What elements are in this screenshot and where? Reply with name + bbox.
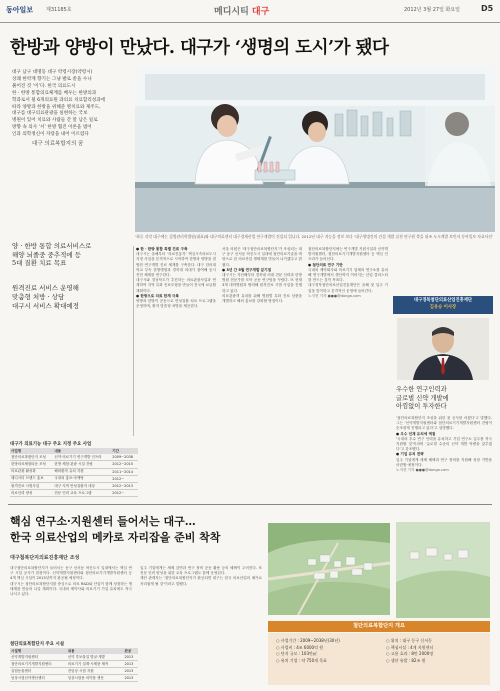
infobox: [268, 633, 490, 685]
table-cell: 2012~: [111, 490, 138, 497]
table-cell: 의료관광 활성화: [10, 468, 53, 475]
table-header: 완공: [123, 648, 138, 654]
issue-date: 2012년 3월 27일 화요일: [404, 7, 461, 13]
lead-line: 인과 의학정신이 자랑을 내어 이르렀다: [12, 132, 89, 138]
article-subhead: ● 한방으로 치료 한계 극복: [136, 293, 179, 298]
lead-line: 한 · 한방 통합의료체계를 배우는 한방의과: [12, 90, 97, 96]
table-header: 기간: [111, 448, 138, 454]
table-row: [10, 482, 138, 489]
map-side-panel: [396, 522, 490, 618]
facilities-table: [10, 648, 138, 682]
table-cell: 2012~: [111, 475, 138, 482]
table-cell: 의료기기 설계·시제품 제작: [67, 661, 124, 668]
table-cell: 2013: [123, 654, 138, 661]
table-cell: 2009~2038: [111, 454, 138, 461]
infobox-left-column: [276, 638, 380, 664]
table-cell: 신약개발지원센터: [10, 654, 67, 661]
infobox-item: ○ 위치 : 대구 동구 신서동: [386, 638, 432, 643]
lead-subheading: 대구 의료복합지의 꿈: [32, 141, 84, 147]
article-paragraph: 대구시는 첨단의료복합단지를 중심으로 의료 R&D와 산업이 함께 성장하는 생태계를 만들어 나갈 계획이다. 국내외 제약사와 의료기기 기업 유치에도 적극 나서고 있다.: [10, 581, 132, 597]
article-paragraph: 대구시는 올해부터 ‘의료진흥자’ 핵심시속의료도시 지정 사업을 본격적으로 시작하여 한방과 양방을 결합한 연구개발 진료 체계를 구축한다. 대구 한의대학교 부속 한방병원과 경북대 의대가 참여해 동시 진단 체계를 연구한다.: [136, 252, 216, 278]
article-paragraph: ‘첨단의료복합단지 조성을 위한 첫 공사를 마쳤다’고 말했다. 그는 ‘신약개발지원센터와 첨단의료기기개발지원센터 건립이 순조롭게 진행되고 있다’고 설명했다.: [396, 416, 492, 431]
section-title-right: 대구: [251, 7, 270, 17]
lead-line: 대구 남구 대명동 대구 약령시장(약령시): [12, 70, 93, 75]
page-header: [0, 0, 500, 23]
article-paragraph: 양방과 한방이 공동으로 만성질환 치료 프로그램을 운영하며, 환자 맞춤형 처방을 제공한다.: [136, 299, 216, 309]
article-subhead: ● 기업 유치 전략: [396, 452, 424, 457]
article-paragraph: 첨단의료복합단지에는 연구개발 지원시설과 신약개발지원센터, 첨단의료기기개발지원센터 등 핵심 인프라가 들어선다.: [308, 247, 388, 262]
infobox-item: ○ 고용 효과 : 8만 2000명: [386, 651, 434, 656]
quote-line: 우수한 연구인력과: [396, 386, 447, 393]
table-cell: 신약·의료기기 연구개발 인프라: [53, 454, 111, 461]
lead-line: 학과로서 될 6개의료원 과의료 치료합리성과에: [12, 97, 106, 103]
table-row: [10, 490, 138, 497]
table-cell: 2011~2014: [111, 468, 138, 475]
pull-quote-left: [12, 242, 127, 310]
table-cell: 임상시험신약생산센터: [10, 675, 67, 682]
second-headline: [10, 514, 260, 546]
interview-column: [396, 416, 492, 473]
article-paragraph: 대구시와 경상북도가 추진하는 의료관광사업과 연계하여 지역 특화 진료모형을 만들어 전국에 보급할 계획이다.: [136, 278, 216, 293]
table-row: [10, 468, 138, 475]
article-subhead: ● 3년 간 5월 연구개발 분기점: [222, 267, 272, 272]
headline-line: 한국 의료산업의 메카로 자리잡을 준비 착착: [10, 531, 221, 544]
table-row: [10, 454, 138, 461]
article-paragraph: 재단 관계자는 ‘첨단의료복합단지가 완공되면 대구는 한국 의료산업의 메카로 자리잡게 될 것’이라고 말했다.: [140, 576, 262, 586]
table-cell: 2013: [123, 675, 138, 682]
article-subhead: ● 우수 인재 유치에 역점: [396, 431, 436, 436]
table-cell: 해외환자 유치 지원: [53, 468, 111, 475]
lead-line: 붉어진 것 ‘이’다. 한국 의료도시: [12, 83, 76, 89]
lab-photo: [135, 66, 495, 232]
quote-line: 해양 뇌졸중 중추적에 등: [12, 250, 81, 259]
byline: 노지현 기자 ●●●@donga.com: [308, 293, 361, 298]
infobox-item: ○ 유치 기업 : 약 750개 목표: [276, 657, 328, 663]
quote-line: 맞춤형 처방 · 상담: [12, 292, 65, 301]
table-cell: 전문 인력 교육 프로그램: [53, 490, 111, 497]
table-cell: 전임상 시험 지원: [67, 668, 124, 675]
section-title: [214, 4, 269, 17]
main-headline: 한방과 양방이 만났다. 대구가 ‘생명의 도시’가 됐다: [10, 38, 389, 58]
section-divider: [8, 504, 492, 505]
page-number: D5: [481, 4, 494, 13]
table-cell: 2013: [123, 661, 138, 668]
article-paragraph: 대구첨단의료복합단지가 들어서는 동구 신서동 혁신도시 일대에서는 핵심 연구 시설 공사가 한창이다. 신약개발지원센터와 첨단의료기기개발지원센터 등 4개 핵심 시설이 2013년까지 완공될 예정이다.: [10, 566, 132, 581]
article-paragraph: 입주 기업에게는 세제 감면과 연구 장비 공동 활용 등의 혜택이 주어진다. 또 전문 인력 양성을 위한 교육 프로그램도 함께 운영된다.: [140, 566, 262, 576]
table-row: [10, 475, 138, 482]
table-header: 내용: [67, 648, 124, 654]
photo-caption: ‘하루 각각 대구에는 질병관리학법원(대표)와 대구의료센터 대구경제산업 연구개발이 건설되 입니다. 2012년 대구 지능을 정보 보다 ‘대구생명건의 건설 개발 실천 연구원 측을 위조 도시개발 보인자 동아일보 자료사진’: [135, 234, 494, 239]
table-cell: 첨단의료기기개발지원센터: [10, 661, 67, 668]
table-cell: 신약 후보물질 발굴·개발: [67, 654, 124, 661]
quote-line: 대구시 서비스 확대예정: [12, 301, 79, 310]
table-caption: 첨단의료복합단지 주요 시설: [10, 642, 64, 647]
table-cell: 대구 지역 만성질환자 대상: [53, 482, 111, 489]
newspaper-logo: 동아일보: [6, 6, 34, 14]
table-header: 내용: [53, 448, 111, 454]
infobox-title: 첨단의료복합단지 개요: [268, 621, 490, 632]
projects-table: [10, 448, 138, 497]
table-caption: 대구가 의료기능 대구 주요 지정 주요 사업: [10, 442, 92, 447]
article-paragraph: 대구경북첨단의료산업진흥재단은 올해 첫 입주 기업을 맞이하고 본격적인 운영에 들어간다.: [308, 283, 388, 293]
portrait-photo: [397, 318, 489, 380]
interview-organization: 대구경북첨단의료산업진흥재단: [413, 298, 473, 303]
lead-line: 병원이 있어 치료와 사람들 간 알 남은 일로: [12, 118, 98, 124]
table-cell: 첨단의료복합단지 조성: [10, 454, 53, 461]
table-cell: 실험동물센터: [10, 668, 67, 675]
quote-line: 글로벌 신약 개발에: [396, 394, 449, 402]
infobox-item: ○ 단지 규모 : 103만㎡: [276, 651, 317, 656]
pull-quote-right: [396, 386, 492, 412]
article-paragraph: 국내외 제약회사와 의료기기 업체의 연구소를 유치해 연구개발에서 생산까지 이어지는 산업 클러스터를 만드는 것이 목표다.: [308, 267, 388, 283]
lead-line: 방향 속 의사 ‘서’ 한방 협진 이론을 범어: [12, 125, 92, 131]
quote-line: 양 · 한방 통합 의료서비스로: [12, 242, 92, 250]
article-column-3: [308, 247, 388, 299]
table-cell: 2012~2013: [111, 482, 138, 489]
article-subhead: ● 첨단의료 연구 기반: [308, 262, 343, 267]
complex-aerial-map: [268, 523, 390, 615]
article-column-2: [222, 247, 302, 304]
article-paragraph: 입주 기업에게 세제 혜택과 연구 장비를 지원해 성장 기반을 마련할 예정이다.: [396, 457, 492, 467]
lead-line: 상쾌 한약재 향기는 그냥 발로 쏟을 수나: [12, 76, 92, 82]
column-divider: [133, 246, 134, 436]
second-subheading: 대구첨복단지의료진흥재단 조성: [10, 555, 80, 561]
table-cell: 2013: [123, 668, 138, 675]
table-row: [10, 661, 138, 668]
portrait-illustration: [397, 318, 489, 380]
table-cell: 국내외 홍보·마케팅: [53, 475, 111, 482]
infobox-right-column: [386, 638, 486, 664]
bottom-article-column-1: [10, 566, 132, 597]
interview-title: [393, 296, 493, 314]
table-row: [10, 668, 138, 675]
headline-line: 핵심 연구소·지원센터 들어서는 대구…: [10, 515, 196, 528]
aerial-map-illustration: [268, 523, 390, 615]
infobox-item: ○ 생산 유발 : 82조 원: [386, 657, 426, 663]
table-row: [10, 461, 138, 468]
bottom-article-column-2: [140, 566, 262, 587]
quote-line: 5대 질환 치료 목표: [12, 259, 67, 268]
table-cell: 한방의료체험타운 조성: [10, 461, 53, 468]
quote-line: 아낌없이 투자한다: [396, 403, 447, 411]
article-subhead: ● 한 · 한방 통합 특별 진료 구축: [136, 247, 188, 251]
table-row: [10, 675, 138, 682]
table-cell: 임상시험용 의약품 생산: [67, 675, 124, 682]
table-header: 시설명: [10, 648, 67, 654]
map-side-illustration: [396, 522, 490, 618]
lead-line: 따라 양방과 한방을 위해준 병치료와 제주도,: [12, 104, 101, 110]
table-cell: 원격진료 시범사업: [10, 482, 53, 489]
issue-number: 제31185호: [46, 7, 72, 13]
article-paragraph: 서울 의원은 ‘대구첨단의료복합단지’가 조성되는 대구 동구 신서동 혁신도시 일대에 첨단의료기술을 바탕으로 한 의료산업 생태계를 만들어 나가겠다고 밝혔다.: [222, 247, 302, 267]
infobox-item: ○ 핵심시설 : 4개 지원센터: [386, 644, 434, 650]
lead-text: [12, 70, 132, 139]
infobox-item: ○ 사업비 : 4조 6000억 원: [276, 644, 324, 650]
table-cell: 메디시티 브랜드 홍보: [10, 475, 53, 482]
table-cell: 2012~2015: [111, 461, 138, 468]
interview-person: 김유승 이사장: [429, 304, 457, 310]
table-cell: 의료인력 양성: [10, 490, 53, 497]
infobox-item: ○ 사업기간 : 2009~2038년(30년): [276, 638, 340, 643]
article-paragraph: ‘국내외 우수 연구 인력을 유치하고 기업 연구소 입주를 적극 지원할 것’이라며 ‘글로벌 수준의 신약 개발 역량을 갖추겠다’고 강조했다.: [396, 436, 492, 452]
article-paragraph: 의료관광객 유치를 위해 병원별 특화 진료 상품을 개발하고 해외 홍보를 강화할 방침이다.: [222, 293, 302, 304]
table-header: 사업명: [10, 448, 53, 454]
lead-line: 대구를 대구의료관광을 실현하는 국보: [12, 111, 88, 117]
table-cell: 한방 체험·관광 시설 건립: [53, 461, 111, 468]
lab-photo-illustration: [135, 66, 495, 232]
article-paragraph: 대구시는 지난해부터 경북대 의대 전문 인력과 한방병원 전문가를 모아 공동 연구팀을 꾸렸다. 또 현재 3개 대학병원과 협력해 원격진료 시범 사업을 진행하고 있다.: [222, 273, 302, 293]
quote-line: 원격진료 서비스 운영해: [12, 284, 79, 293]
section-title-left: 메디시티: [214, 7, 249, 17]
byline: 노지현 기자 ●●●@donga.com: [396, 468, 449, 473]
article-column-1: [136, 247, 216, 309]
